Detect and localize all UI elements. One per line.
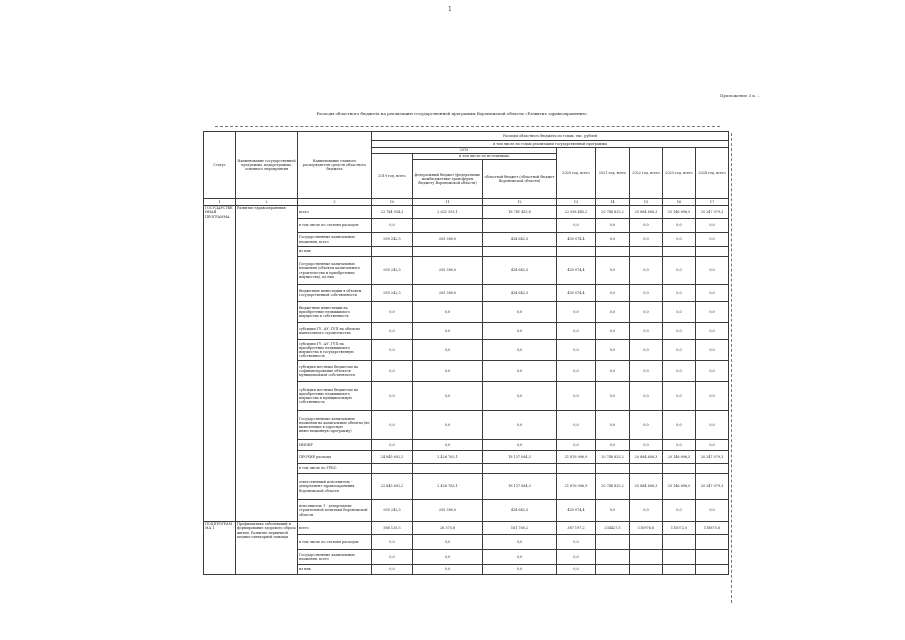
row-label: Государственные капитальные вложения на капитальные объекты (не включенные в адресную инвестиционную программу) bbox=[298, 411, 372, 440]
value-cell bbox=[372, 247, 413, 257]
col-number: 12 bbox=[483, 199, 557, 206]
value-cell bbox=[663, 565, 696, 575]
value-cell: 0,0 bbox=[372, 535, 413, 550]
value-cell: 0,0 bbox=[413, 440, 483, 451]
value-cell: 0,0 bbox=[372, 302, 413, 323]
value-cell: 0,0 bbox=[372, 440, 413, 451]
value-cell: 0,0 bbox=[696, 411, 729, 440]
column-number-row bbox=[204, 199, 729, 206]
value-cell bbox=[557, 247, 596, 257]
value-cell: 0,0 bbox=[663, 257, 696, 285]
value-cell: 0,0 bbox=[557, 411, 596, 440]
value-cell: 0,0 bbox=[663, 302, 696, 323]
value-cell: 205 380,0 bbox=[413, 257, 483, 285]
value-cell: 0,0 bbox=[413, 535, 483, 550]
value-cell: 939 242,5 bbox=[372, 233, 413, 247]
value-cell bbox=[596, 464, 630, 474]
value-cell bbox=[557, 464, 596, 474]
value-cell: 0,0 bbox=[663, 340, 696, 361]
value-cell: 0,0 bbox=[696, 302, 729, 323]
value-cell: 0,0 bbox=[696, 233, 729, 247]
value-cell: 21 876 906,9 bbox=[557, 474, 596, 500]
value-cell: 0,0 bbox=[663, 219, 696, 233]
row-label: НИОКР bbox=[298, 440, 372, 451]
value-cell: 434 642,5 bbox=[483, 285, 557, 302]
value-cell: 0,0 bbox=[372, 550, 413, 565]
col-name: Наименование государственной программы, подпрограммы, основного мероприятия bbox=[236, 132, 298, 199]
table-header-row bbox=[204, 132, 729, 141]
value-cell: 939 242,5 bbox=[372, 257, 413, 285]
row-label: ответственный исполнитель - департамент здравоохранения Воронежской области bbox=[298, 474, 372, 500]
col-2019: 2019 bbox=[372, 148, 557, 154]
row-label: всего bbox=[298, 206, 372, 219]
value-cell bbox=[630, 464, 663, 474]
value-cell: 205 380,0 bbox=[413, 285, 483, 302]
value-cell: 430 074,4 bbox=[557, 257, 596, 285]
col-regional: областной бюджет (областной бюджет Воронежской области) bbox=[483, 160, 557, 199]
value-cell: 0,0 bbox=[663, 323, 696, 340]
value-cell: 588 135,5 bbox=[372, 522, 413, 535]
value-cell: 0,0 bbox=[557, 565, 596, 575]
value-cell: 0,0 bbox=[696, 500, 729, 522]
value-cell: 20 146 896,5 bbox=[663, 206, 696, 219]
value-cell: 0,0 bbox=[557, 535, 596, 550]
dashed-rule bbox=[731, 133, 732, 603]
value-cell: 20 146 896,5 bbox=[663, 474, 696, 500]
col-number: 1 bbox=[204, 199, 236, 206]
value-cell: 0,0 bbox=[663, 285, 696, 302]
value-cell: 0,0 bbox=[413, 340, 483, 361]
value-cell: 0,0 bbox=[630, 411, 663, 440]
row-label: бюджетные инвестиции на приобретение недвижимого имущества в собственность bbox=[298, 302, 372, 323]
value-cell: 0,0 bbox=[413, 565, 483, 575]
value-cell: 434 642,5 bbox=[483, 257, 557, 285]
value-cell: 0,0 bbox=[630, 500, 663, 522]
value-cell: 0,0 bbox=[696, 219, 729, 233]
value-cell: 0,0 bbox=[483, 323, 557, 340]
col-number: 16 bbox=[663, 199, 696, 206]
value-cell: 20 247 079,3 bbox=[696, 451, 729, 464]
value-cell: 0,0 bbox=[557, 382, 596, 411]
value-cell bbox=[630, 247, 663, 257]
value-cell: 0,0 bbox=[596, 257, 630, 285]
col-2020: 2020 год, всего bbox=[557, 148, 596, 199]
value-cell: 118875,6 bbox=[696, 522, 729, 535]
value-cell bbox=[663, 535, 696, 550]
value-cell: 0,0 bbox=[696, 340, 729, 361]
value-cell: 20 884 608,3 bbox=[630, 206, 663, 219]
value-cell: 0,0 bbox=[557, 340, 596, 361]
value-cell: 0,0 bbox=[372, 565, 413, 575]
value-cell bbox=[596, 565, 630, 575]
value-cell bbox=[483, 464, 557, 474]
value-cell: 18 781 433,8 bbox=[483, 206, 557, 219]
value-cell: 20 247 079,3 bbox=[696, 474, 729, 500]
row-label: Государственные капитальные вложения (объекты капитального строительства и приобретение имущества), из них bbox=[298, 257, 372, 285]
value-cell: 0,0 bbox=[483, 411, 557, 440]
value-cell: 430 074,4 bbox=[557, 500, 596, 522]
value-cell: 20 748 825,2 bbox=[596, 206, 630, 219]
value-cell: 0,0 bbox=[557, 302, 596, 323]
value-cell: 387 197,2 bbox=[557, 522, 596, 535]
value-cell: 0,0 bbox=[630, 323, 663, 340]
value-cell bbox=[596, 535, 630, 550]
dashed-rule bbox=[215, 126, 720, 127]
value-cell: 0,0 bbox=[696, 440, 729, 451]
value-cell: 0,0 bbox=[372, 411, 413, 440]
budget-table bbox=[203, 131, 729, 575]
value-cell bbox=[372, 464, 413, 474]
subprogram-name: Профилактика заболеваний и формирование здорового образа жизни. Развитие первичной медико-санитарной помощи bbox=[236, 522, 298, 575]
value-cell: 0,0 bbox=[630, 340, 663, 361]
value-cell: 24 845 692,2 bbox=[372, 451, 413, 464]
value-cell: 0,0 bbox=[372, 323, 413, 340]
col-status: Статус bbox=[204, 132, 236, 199]
row-label: Государственные капитальные вложения, всего bbox=[298, 550, 372, 565]
value-cell: 0,0 bbox=[630, 219, 663, 233]
value-cell bbox=[696, 565, 729, 575]
col-2022: 2022 год, всего bbox=[630, 148, 663, 199]
col-2024: 2024 год, всего bbox=[696, 148, 729, 199]
row-label: субсидии ГУ, АУ, ГУП на приобретение недвижимого имущества в государственную собственность bbox=[298, 340, 372, 361]
value-cell bbox=[696, 535, 729, 550]
subprogram-status: ПОДПРОГРАММА 1 bbox=[204, 522, 236, 575]
value-cell: 20 748 825,2 bbox=[596, 474, 630, 500]
col-2019-total: 2019 год, всего bbox=[372, 154, 413, 199]
program-name: Развитие здравоохранения bbox=[236, 206, 298, 522]
row-label: Государственные капитальные вложения, всего bbox=[298, 233, 372, 247]
value-cell: 18 137 084,3 bbox=[483, 474, 557, 500]
value-cell bbox=[413, 219, 483, 233]
col-number: 3 bbox=[298, 199, 372, 206]
value-cell: 0,0 bbox=[557, 361, 596, 382]
value-cell: 0,0 bbox=[372, 219, 413, 233]
col-by-years: в том числе по годам реализации государственной программы bbox=[372, 141, 729, 148]
value-cell: 0,0 bbox=[630, 382, 663, 411]
row-label: в том числе по ГРБС: bbox=[298, 464, 372, 474]
col-federal: федеральный бюджет (федеральные межбюджетные трансферты бюджету Воронежской области) bbox=[413, 160, 483, 199]
value-cell: 0,0 bbox=[413, 361, 483, 382]
value-cell bbox=[663, 550, 696, 565]
row-label: ПРОЧИЕ расходы bbox=[298, 451, 372, 464]
row-label: исполнитель 1 - департамент строительной политики Воронежской области bbox=[298, 500, 372, 522]
value-cell: 0,0 bbox=[596, 382, 630, 411]
value-cell: 434 642,5 bbox=[483, 500, 557, 522]
value-cell: 0,0 bbox=[630, 233, 663, 247]
value-cell: 0,0 bbox=[630, 285, 663, 302]
row-label: из них bbox=[298, 565, 372, 575]
col-2023: 2023 год, всего bbox=[663, 148, 696, 199]
value-cell: 0,0 bbox=[630, 257, 663, 285]
value-cell: 334427,5 bbox=[596, 522, 630, 535]
col-number: 13 bbox=[557, 199, 596, 206]
value-cell: 0,0 bbox=[630, 302, 663, 323]
value-cell: 0,0 bbox=[413, 550, 483, 565]
appendix-label: Приложение 3 к ... bbox=[719, 93, 760, 98]
value-cell: 20 146 896,5 bbox=[663, 451, 696, 464]
row-label: в том числе по статьям расходов: bbox=[298, 219, 372, 233]
value-cell: 0,0 bbox=[483, 340, 557, 361]
value-cell bbox=[483, 219, 557, 233]
value-cell: 0,0 bbox=[596, 219, 630, 233]
value-cell: 0,0 bbox=[596, 233, 630, 247]
row-label: субсидии ГУ, АУ, ГУП на объекты капитального строительства bbox=[298, 323, 372, 340]
value-cell: 0,0 bbox=[483, 302, 557, 323]
value-cell: 0,0 bbox=[663, 440, 696, 451]
value-cell: 0,0 bbox=[696, 382, 729, 411]
value-cell: 0,0 bbox=[557, 440, 596, 451]
value-cell: 0,0 bbox=[483, 550, 557, 565]
value-cell: 0,0 bbox=[557, 219, 596, 233]
value-cell: 939 242,5 bbox=[372, 285, 413, 302]
value-cell: 0,0 bbox=[483, 440, 557, 451]
value-cell: 0,0 bbox=[413, 411, 483, 440]
table-row bbox=[204, 206, 729, 219]
program-status: ГОСУДАРСТВЕННАЯ ПРОГРАММА bbox=[204, 206, 236, 522]
value-cell: 20 748 825,2 bbox=[596, 451, 630, 464]
value-cell: 2 426 763,1 bbox=[413, 474, 483, 500]
value-cell: 0,0 bbox=[696, 257, 729, 285]
value-cell: 115072,0 bbox=[663, 522, 696, 535]
row-label: из них bbox=[298, 247, 372, 257]
value-cell: 430 074,4 bbox=[557, 285, 596, 302]
value-cell: 23 784 934,3 bbox=[372, 206, 413, 219]
value-cell bbox=[596, 550, 630, 565]
value-cell: 0,0 bbox=[483, 565, 557, 575]
value-cell: 0,0 bbox=[696, 285, 729, 302]
col-expenses-group: Расходы областного бюджета по годам, тыс. рублей bbox=[372, 132, 729, 141]
value-cell: 0,0 bbox=[372, 340, 413, 361]
row-label: всего bbox=[298, 522, 372, 535]
value-cell bbox=[663, 464, 696, 474]
value-cell: 0,0 bbox=[557, 550, 596, 565]
value-cell: 21 876 906,9 bbox=[557, 451, 596, 464]
value-cell bbox=[663, 247, 696, 257]
value-cell: 205 380,0 bbox=[413, 500, 483, 522]
value-cell bbox=[413, 247, 483, 257]
value-cell: 0,0 bbox=[596, 285, 630, 302]
table-row bbox=[204, 522, 729, 535]
value-cell: 205 380,0 bbox=[413, 233, 483, 247]
value-cell bbox=[413, 464, 483, 474]
value-cell bbox=[630, 565, 663, 575]
value-cell: 26 375,6 bbox=[413, 522, 483, 535]
value-cell: 20 884 608,3 bbox=[630, 451, 663, 464]
value-cell bbox=[696, 464, 729, 474]
value-cell: 20 247 079,3 bbox=[696, 206, 729, 219]
value-cell: 2 426 763,1 bbox=[413, 451, 483, 464]
value-cell: 0,0 bbox=[596, 361, 630, 382]
value-cell: 0,0 bbox=[483, 361, 557, 382]
value-cell bbox=[630, 535, 663, 550]
row-label: бюджетные инвестиции в объекты государственной собственности bbox=[298, 285, 372, 302]
value-cell: 2 632 393,1 bbox=[413, 206, 483, 219]
value-cell bbox=[696, 247, 729, 257]
value-cell: 0,0 bbox=[696, 323, 729, 340]
value-cell: 430 074,4 bbox=[557, 233, 596, 247]
value-cell: 0,0 bbox=[663, 411, 696, 440]
value-cell bbox=[483, 247, 557, 257]
value-cell: 0,0 bbox=[596, 440, 630, 451]
value-cell bbox=[630, 550, 663, 565]
col-in-that-number: в том числе по источникам: bbox=[413, 154, 557, 160]
document-title: Расходы областного бюджета на реализацию государственной программы Воронежской области «Развитие здравоохранения» bbox=[316, 111, 588, 116]
value-cell: 0,0 bbox=[372, 361, 413, 382]
value-cell: 0,0 bbox=[413, 382, 483, 411]
value-cell: 23 845 692,2 bbox=[372, 474, 413, 500]
col-source: Наименование главного распорядителя средств областного бюджета bbox=[298, 132, 372, 199]
value-cell: 110976,8 bbox=[630, 522, 663, 535]
value-cell: 0,0 bbox=[413, 302, 483, 323]
value-cell: 0,0 bbox=[557, 323, 596, 340]
page-number: 1 bbox=[448, 6, 452, 13]
row-label: субсидии местным бюджетам на приобретение недвижимого имущества в муниципальную собственность bbox=[298, 382, 372, 411]
value-cell bbox=[596, 247, 630, 257]
value-cell: 18 137 084,3 bbox=[483, 451, 557, 464]
row-label: субсидии местным бюджетам на софинансирование объектов муниципальной собственности bbox=[298, 361, 372, 382]
value-cell: 0,0 bbox=[663, 500, 696, 522]
value-cell: 434 642,5 bbox=[483, 233, 557, 247]
value-cell: 0,0 bbox=[483, 535, 557, 550]
value-cell: 0,0 bbox=[372, 382, 413, 411]
value-cell: 0,0 bbox=[596, 411, 630, 440]
value-cell: 0,0 bbox=[413, 323, 483, 340]
value-cell: 0,0 bbox=[630, 440, 663, 451]
value-cell: 161 760,2 bbox=[483, 522, 557, 535]
value-cell: 0,0 bbox=[630, 361, 663, 382]
col-number: 14 bbox=[596, 199, 630, 206]
col-number: 11 bbox=[413, 199, 483, 206]
value-cell: 20 884 608,3 bbox=[630, 474, 663, 500]
row-label: в том числе по статьям расходов: bbox=[298, 535, 372, 550]
col-number: 2 bbox=[236, 199, 298, 206]
col-number: 10 bbox=[372, 199, 413, 206]
col-number: 17 bbox=[696, 199, 729, 206]
value-cell: 939 242,5 bbox=[372, 500, 413, 522]
value-cell: 0,0 bbox=[663, 361, 696, 382]
value-cell bbox=[696, 550, 729, 565]
col-number: 15 bbox=[630, 199, 663, 206]
value-cell: 22 938 445,2 bbox=[557, 206, 596, 219]
value-cell: 0,0 bbox=[663, 233, 696, 247]
value-cell: 0,0 bbox=[483, 382, 557, 411]
value-cell: 0,0 bbox=[596, 302, 630, 323]
value-cell: 0,0 bbox=[596, 340, 630, 361]
value-cell: 0,0 bbox=[596, 323, 630, 340]
col-2021: 2021 год, всего bbox=[596, 148, 630, 199]
value-cell: 0,0 bbox=[663, 382, 696, 411]
value-cell: 0,0 bbox=[596, 500, 630, 522]
value-cell: 0,0 bbox=[696, 361, 729, 382]
